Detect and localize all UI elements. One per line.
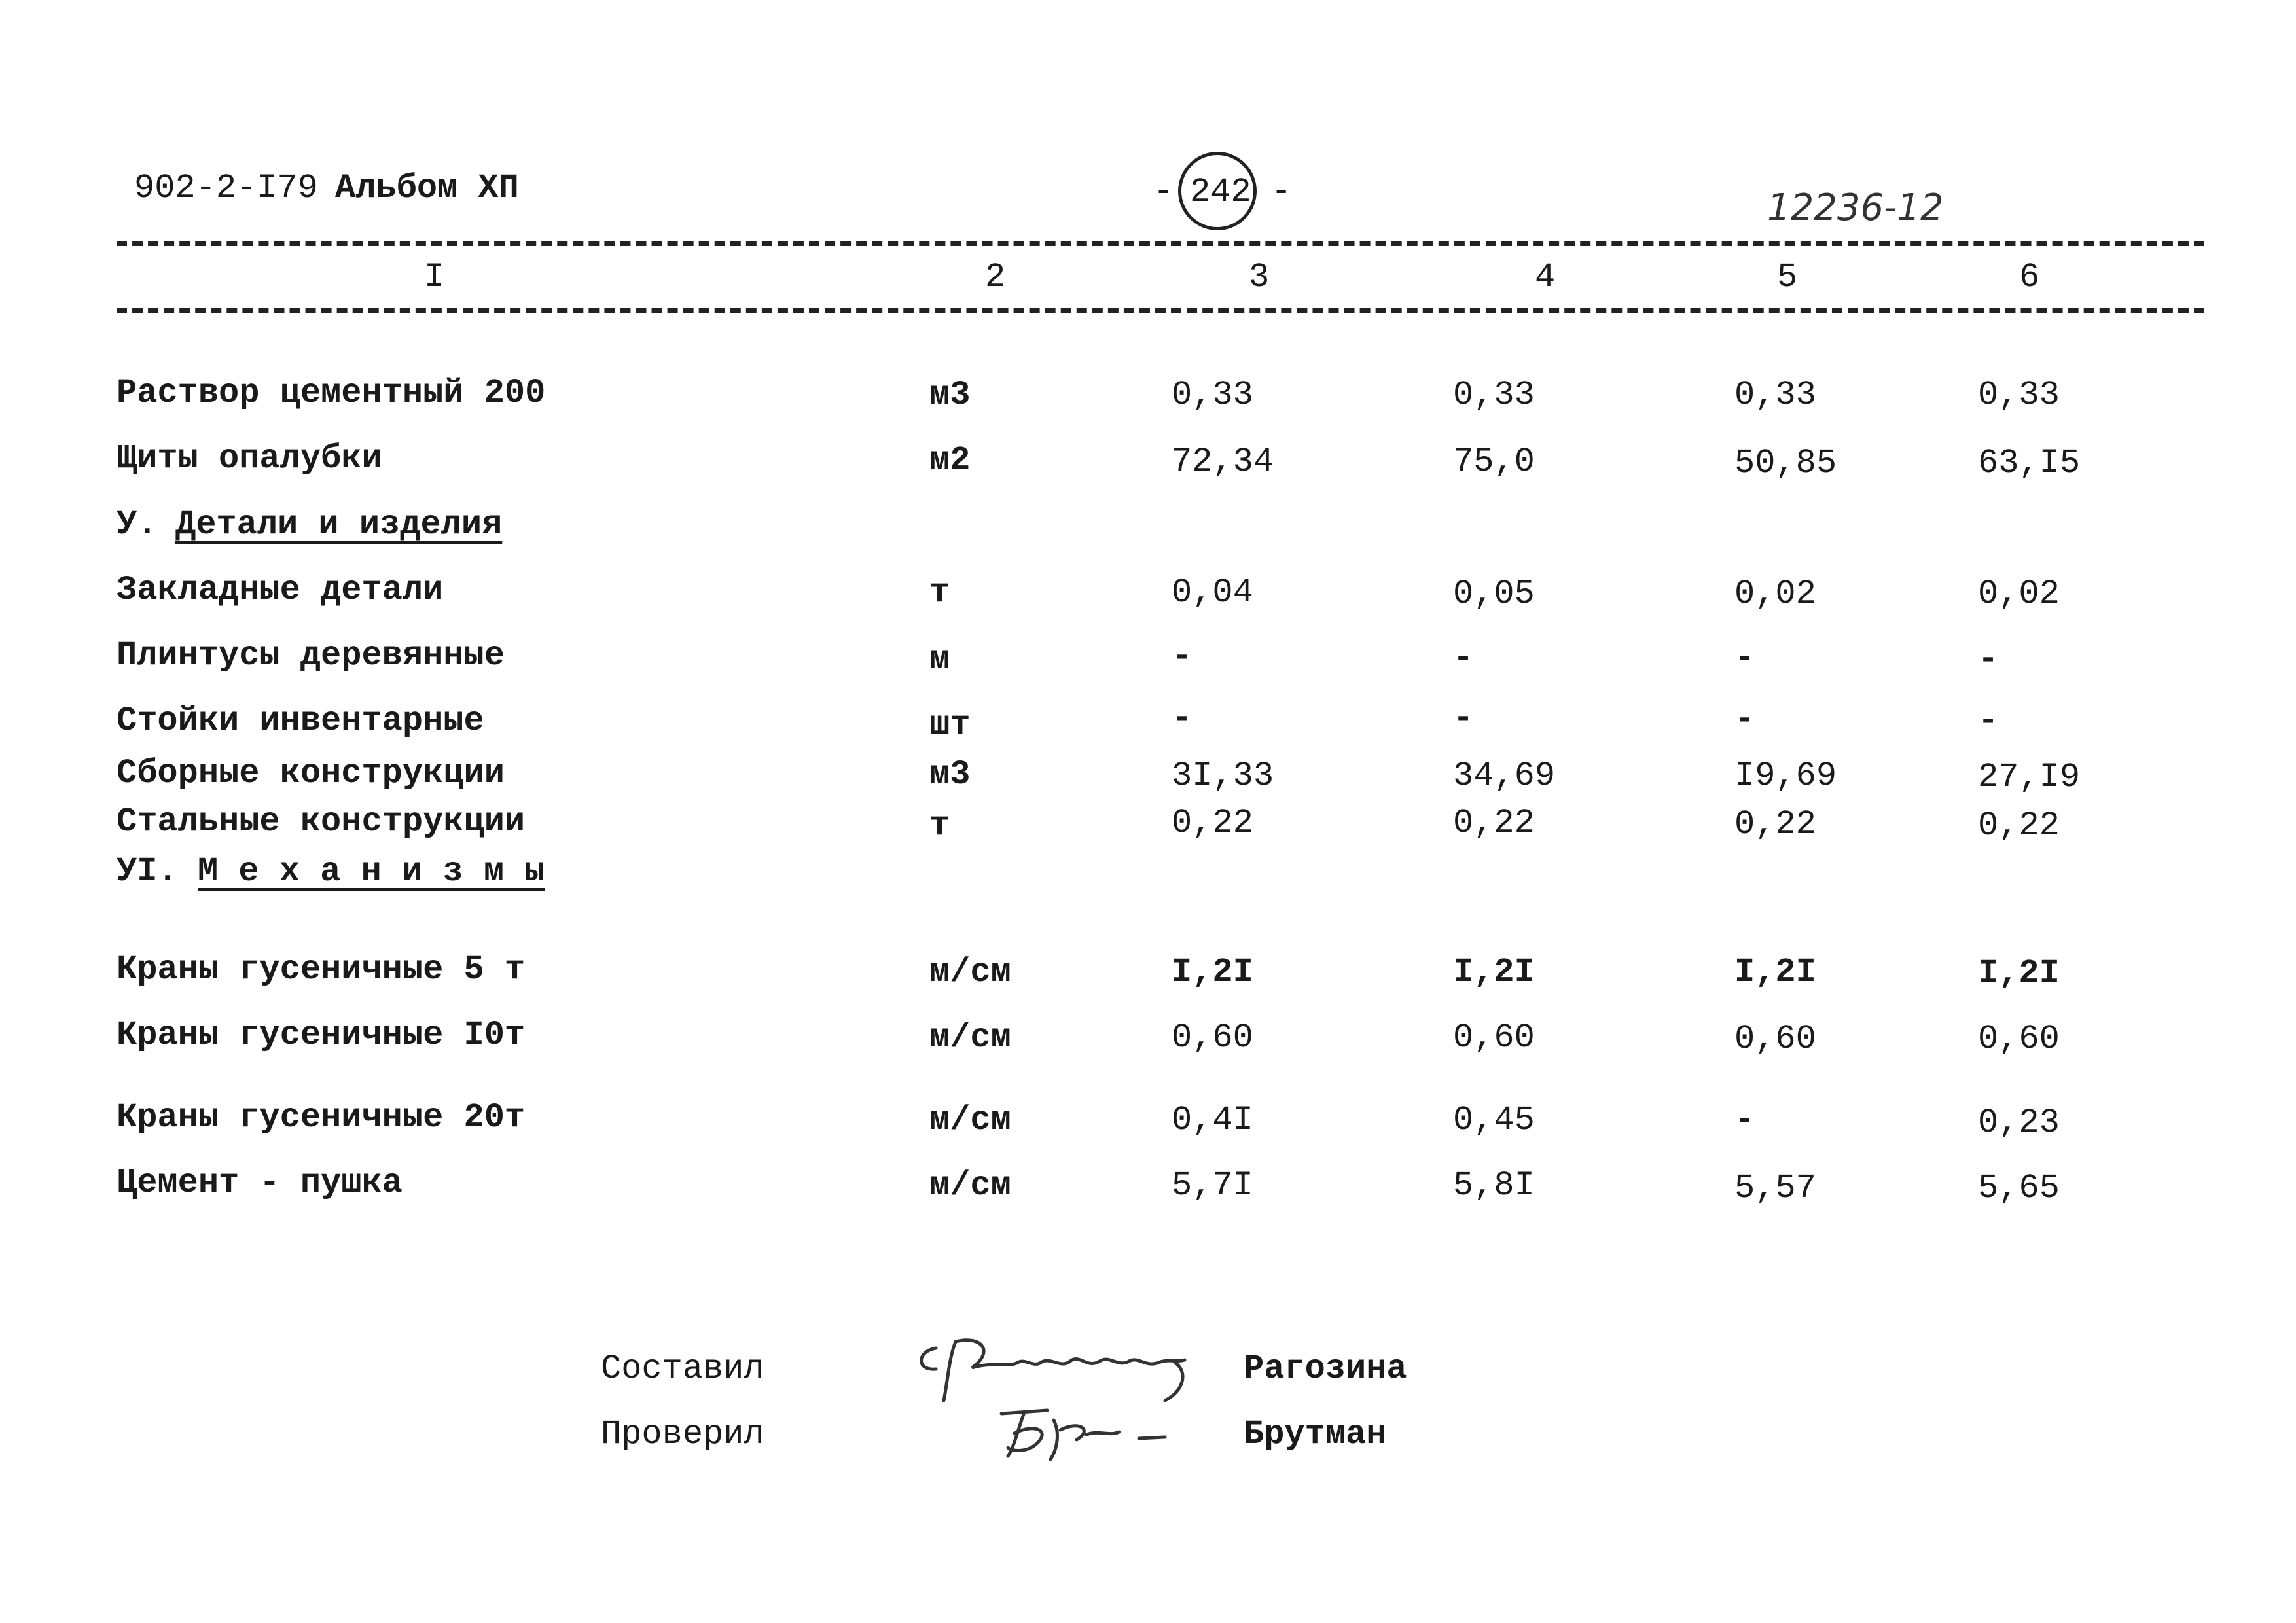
- row-value-col5: 0,60: [1734, 1020, 1816, 1058]
- row-value-col5: -: [1734, 1101, 1755, 1139]
- row-value-col5: I,2I: [1734, 953, 1816, 991]
- row-unit: м/см: [929, 1166, 1011, 1205]
- row-name: Краны гусеничные 20т: [117, 1098, 526, 1137]
- row-unit: м/см: [929, 1018, 1011, 1057]
- row-value-col3: 0,4I: [1172, 1101, 1253, 1139]
- section-number: УI.: [117, 852, 178, 891]
- row-unit: м/см: [929, 1101, 1011, 1139]
- row-unit: м3: [929, 755, 971, 794]
- row-unit: т: [929, 573, 950, 612]
- row-value-col4: 0,45: [1453, 1101, 1535, 1139]
- row-value-col3: 0,04: [1172, 573, 1253, 612]
- row-value-col4: 5,8I: [1453, 1166, 1535, 1205]
- row-value-col5: 0,22: [1734, 805, 1816, 844]
- row-value-col5: I9,69: [1734, 757, 1837, 795]
- column-header-2: 2: [985, 258, 1006, 296]
- row-value-col6: 5,65: [1978, 1169, 2060, 1207]
- row-value-col3: I,2I: [1172, 953, 1253, 991]
- row-unit: м3: [929, 376, 971, 414]
- row-value-col5: 5,57: [1734, 1169, 1816, 1207]
- section-title: Детали и изделия: [175, 505, 503, 544]
- compiled-by-name: Рагозина: [1244, 1349, 1407, 1388]
- row-name: Щиты опалубки: [117, 439, 382, 478]
- checked-by-label: Проверил: [601, 1415, 764, 1454]
- row-value-col3: 0,60: [1172, 1018, 1253, 1057]
- column-header-3: 3: [1249, 258, 1270, 296]
- checked-by-name: Брутман: [1244, 1415, 1387, 1454]
- row-name: Раствор цементный 200: [117, 374, 546, 412]
- row-value-col3: 3I,33: [1172, 757, 1274, 795]
- row-name: Закладные детали: [117, 571, 444, 609]
- checked-signature: [988, 1394, 1185, 1466]
- row-unit: м2: [929, 441, 971, 480]
- row-value-col6: 0,22: [1978, 806, 2060, 845]
- column-header-5: 5: [1777, 258, 1798, 296]
- archive-number: 12236-12: [1767, 187, 1944, 229]
- row-value-col4: 0,60: [1453, 1018, 1535, 1057]
- row-name: Стальные конструкции: [117, 802, 526, 841]
- row-value-col3: 5,7I: [1172, 1166, 1253, 1205]
- section-title: М е х а н и з м ы: [198, 852, 545, 891]
- table-top-dashed-rule: [117, 241, 2204, 246]
- row-value-col6: 0,02: [1978, 575, 2060, 613]
- row-value-col4: 75,0: [1453, 442, 1535, 481]
- row-name: Краны гусеничные 5 т: [117, 950, 526, 989]
- column-header-1: I: [424, 258, 445, 296]
- row-unit: м: [929, 640, 950, 679]
- page-number-dash-right: -: [1271, 173, 1292, 211]
- row-value-col5: -: [1734, 700, 1755, 739]
- row-name: Цемент - пушка: [117, 1164, 403, 1202]
- row-value-col3: 0,33: [1172, 376, 1253, 414]
- row-value-col5: 0,02: [1734, 575, 1816, 613]
- row-name: Плинтусы деревянные: [117, 636, 505, 675]
- row-value-col6: -: [1978, 640, 1999, 679]
- row-unit: шт: [929, 705, 971, 744]
- row-value-col3: -: [1172, 699, 1193, 738]
- album-title: Альбом XП: [335, 169, 519, 207]
- column-header-4: 4: [1535, 258, 1556, 296]
- row-value-col6: 27,I9: [1978, 758, 2081, 796]
- row-value-col5: -: [1734, 639, 1755, 677]
- row-name: Стойки инвентарные: [117, 702, 484, 740]
- section-number: У.: [117, 505, 158, 544]
- row-value-col3: 0,22: [1172, 804, 1253, 842]
- row-value-col6: I,2I: [1978, 954, 2060, 993]
- row-value-col4: 0,33: [1453, 376, 1535, 414]
- row-value-col4: 0,22: [1453, 804, 1535, 842]
- row-unit: м/см: [929, 953, 1011, 991]
- row-name: Сборные конструкции: [117, 754, 505, 793]
- row-value-col3: -: [1172, 637, 1193, 676]
- column-header-6: 6: [2019, 258, 2040, 296]
- row-unit: т: [929, 806, 950, 845]
- row-value-col4: -: [1453, 639, 1474, 677]
- row-value-col6: 0,23: [1978, 1103, 2060, 1142]
- row-value-col4: I,2I: [1453, 953, 1535, 991]
- compiled-by-label: Составил: [601, 1349, 764, 1388]
- row-value-col6: 0,60: [1978, 1020, 2060, 1058]
- page-number: 242: [1190, 173, 1251, 211]
- row-value-col6: 0,33: [1978, 376, 2060, 414]
- row-value-col4: -: [1453, 699, 1474, 738]
- row-value-col6: -: [1978, 702, 1999, 740]
- document-code: 902-2-I79: [134, 169, 318, 207]
- row-value-col6: 63,I5: [1978, 444, 2081, 482]
- page-number-dash-left: -: [1153, 173, 1174, 211]
- row-value-col3: 72,34: [1172, 442, 1274, 481]
- row-value-col4: 0,05: [1453, 575, 1535, 613]
- row-value-col5: 0,33: [1734, 376, 1816, 414]
- row-name: Краны гусеничные I0т: [117, 1016, 526, 1054]
- row-value-col4: 34,69: [1453, 757, 1556, 795]
- table-header-dashed-rule: [117, 308, 2204, 313]
- row-value-col5: 50,85: [1734, 444, 1837, 482]
